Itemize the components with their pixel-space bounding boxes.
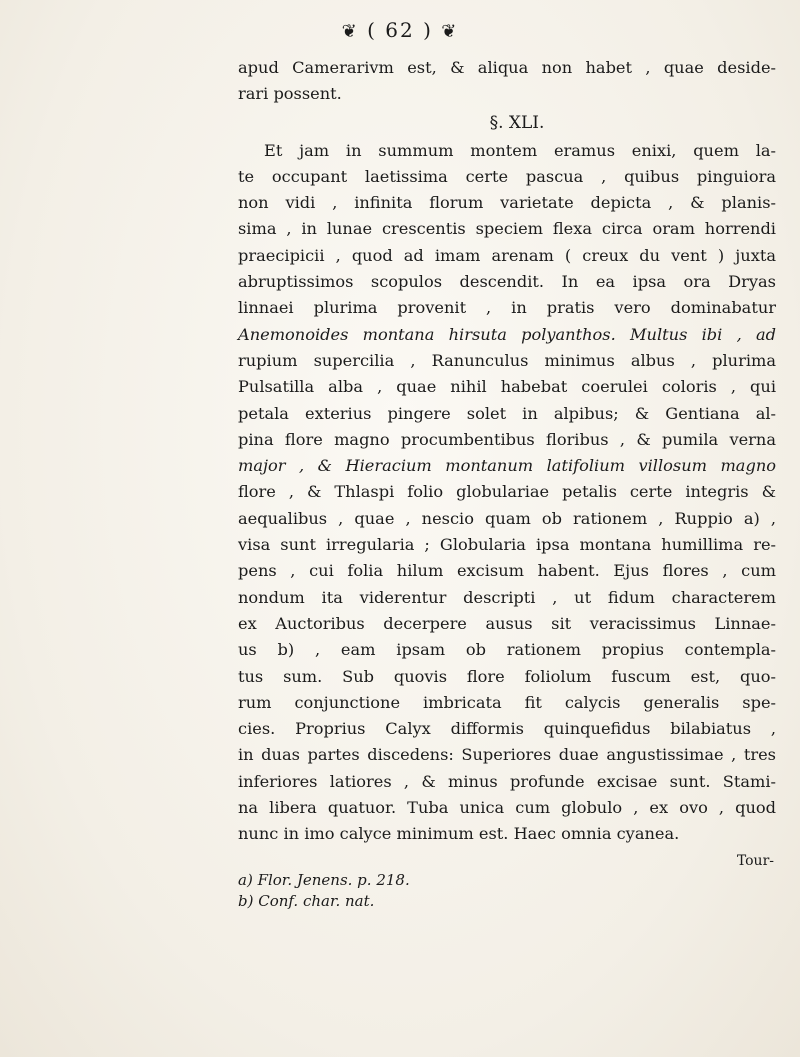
text-line: tus sum. Sub quovis flore foliolum fuscum est, quo- [238,666,776,686]
text-line: abruptissimos scopulos descendit. In ea ipsa ora Dryas [238,272,776,292]
text-line: nondum ita viderentur descripti , ut fidum characterem [238,587,776,607]
text-line: in duas partes discedens: Superiores duae angustissimae , tres [238,745,776,765]
text-line: Et jam in summum montem eramus enixi, quem la- [264,140,776,160]
footnote: a) Flor. Jenens. p. 218. [238,870,410,889]
text-line: inferiores latiores , & minus profunde excisae sunt. Stami- [238,771,776,791]
text-line: cies. Proprius Calyx difformis quinquefidus bilabiatus , [238,719,776,739]
text-line: na libera quatuor. Tuba unica cum globulo , ex ovo , quod [238,798,776,818]
text-line: petala exterius pingere solet in alpibus; & Gentiana al- [238,403,776,423]
text-line: pina flore magno procumbentibus floribus , & pumila verna [238,429,776,449]
footnote: b) Conf. char. nat. [238,891,375,910]
text-line: aequalibus , quae , nescio quam ob rationem , Ruppio a) , [238,508,776,528]
fleuron-left-icon: ❦ [341,21,359,42]
text-line: Pulsatilla alba , quae nihil habebat coerulei coloris , qui [238,377,776,397]
text-line: ex Auctoribus decerpere ausus sit veracissimus Linnae- [238,613,776,633]
text-line: non vidi , infinita florum varietate depicta , & planis- [238,193,776,213]
footnotes [238,870,776,912]
catchword: Tour- [736,852,774,869]
text-line: apud Camerarivm est, & aliqua non habet , quae deside- [238,58,776,77]
fleuron-right-icon: ❦ [441,21,459,42]
text-line: nunc in imo calyce minimum est. Haec omnia cyanea. [238,824,680,844]
text-line: te occupant laetissima certe pascua , quibus pinguiora [238,166,776,186]
text-line: Anemonoides montana hirsuta polyanthos. Multus ibi , ad [238,324,776,344]
text-line: rari possent. [238,84,342,104]
text-line: pens , cui folia hilum excisum habent. Ejus flores , cum [238,561,776,581]
section-heading: §. XLI. [489,112,545,133]
text-line: praecipicii , quod ad imam arenam ( creux du vent ) juxta [238,245,776,265]
text-line: rupium supercilia , Ranunculus minimus albus , plurima [238,350,776,370]
text-line: major , & Hieracium montanum latifolium villosum magno [238,456,776,476]
text-line: us b) , eam ipsam ob rationem propius contempla- [238,640,776,660]
text-line: visa sunt irregularia ; Globularia ipsa montana humillima re- [238,535,776,555]
text-line: sima , in lunae crescentis speciem flexa circa oram horrendi [238,219,776,239]
text-line: linnaei plurima provenit , in pratis vero dominabatur [238,298,776,318]
text-line: flore , & Thlaspi folio globulariae petalis certe integris & [238,482,776,502]
page-header [0,18,800,42]
page-number: ( 62 ) [367,18,433,42]
text-line: rum conjunctione imbricata fit calycis generalis spe- [238,692,776,712]
body-text [238,55,776,912]
